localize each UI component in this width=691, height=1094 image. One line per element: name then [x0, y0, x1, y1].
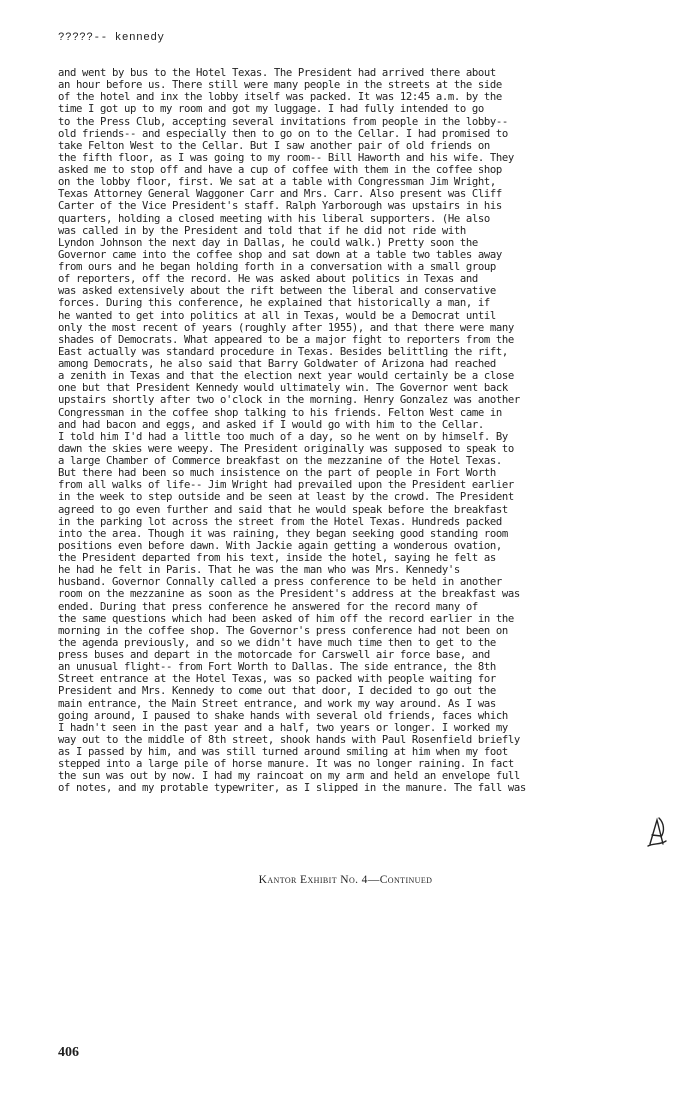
page-header: ?????-- kennedy	[58, 32, 165, 44]
exhibit-caption: Kantor Exhibit No. 4—Continued	[258, 874, 433, 886]
handwritten-initials-mark	[646, 815, 668, 849]
typed-memo-text: and went by bus to the Hotel Texas. The President had arrived there about an hour before us. There still were many people in the streets at the side of the hotel and inx the lobby itself was packed. It was 12:45 a.m. by the time I got up to my room and got my luggage. I had fully intended to go to the Press Club, accepting several invitations from people in the lobby-- old friends-- and especially then to go on to the Cellar. I had promised to take Felton West to the Cellar. But I saw another pair of old friends on the fifth floor, as I was going to my room-- Bill Haworth and his wife. They asked me to stop off and have a cup of coffee with them in the coffee shop on the lobby floor, first. We sat at a table with Congressman Jim Wright, Texas Attorney General Waggoner Carr and Mrs. Carr. Also present was Cliff Carter of the Vice President's staff. Ralph Yarborough was upstairs in his quarters, holding a closed meeting with his liberal supporters. (He also was called in by the President and told that if he did not ride with Lyndon Johnson the next day in Dallas, he could walk.) Pretty soon the Governor came into the coffee shop and sat down at a table two tables away from ours and he began holding forth in a conversation with a small group of reporters, off the record. He was asked about politics in Texas and was asked extensively about the rift between the liberal and conservative forces. During this conference, he explained that historically a man, if he wanted to get into politics at all in Texas, would be a Democrat until only the most recent of years (roughly after 1955), and that there were many shades of Democrats. What appeared to be a major fight to reporters from the East actually was standard procedure in Texas. Besides belittling the rift, among Democrats, he also said that Barry Goldwater of Arizona had reached a zenith in Texas and that the election next year would certainly be a close one but that President Kennedy would ultimately win. The Governor went back upstairs shortly after two o'clock in the morning. Henry Gonzalez was another Congressman in the coffee shop talking to his friends. Felton West came in and had bacon and eggs, and asked if I would go with him to the Cellar. I told him I'd had a little too much of a day, so he went on by himself. By dawn the skies were weepy. The President originally was supposed to speak to a large Chamber of Commerce breakfast on the mezzanine of the Hotel Texas. But there had been so much insistence on the part of people in Fort Worth from all walks of life-- Jim Wright had prevailed upon the President earlier in the week to step outside and be seen at least by the crowd. The President agreed to go even further and said that he would speak before the breakfast in the parking lot across the street from the Hotel Texas. Hundreds packed into the area. Though it was raining, they began seeking good standing room positions even before dawn. With Jackie again getting a wonderous ovation, the President departed from his text, inside the hotel, saying he felt as he had he felt in Paris. That he was the man who was Mrs. Kennedy's husband. Governor Connally called a press conference to be held in another room on the mezzanine as soon as the President's address at the breakfast was ended. During that press conference he answered for the record many of the same questions which had been asked of him off the record earlier in the morning in the coffee shop. The Governor's press conference had not been on the agenda previously, and so we didn't have much time then to get to the press buses and depart in the motorcade for Carswell air force base, and an unusual flight-- from Fort Worth to Dallas. The side entrance, the 8th Street entrance at the Hotel Texas, was so packed with people waiting for President and Mrs. Kennedy to come out that door, I decided to go out the main entrance, the Main Street entrance, and work my way around. As I was going around, I paused to shake hands with several old friends, faces which I hadn't seen in the past year and a half, two years or longer. I worked my way out to the middle of 8th street, shook hands with Paul Rosenfield briefly as I passed by him, and was still turned around smiling at him when my foot stepped into a large pile of horse manure. It was no longer raining. In fact the sun was out by now. I had my raincoat on my arm and held an envelope full of notes, and my protable typewriter, as I slipped in the manure. The fall was	[58, 67, 526, 795]
page-number: 406	[58, 1045, 79, 1060]
